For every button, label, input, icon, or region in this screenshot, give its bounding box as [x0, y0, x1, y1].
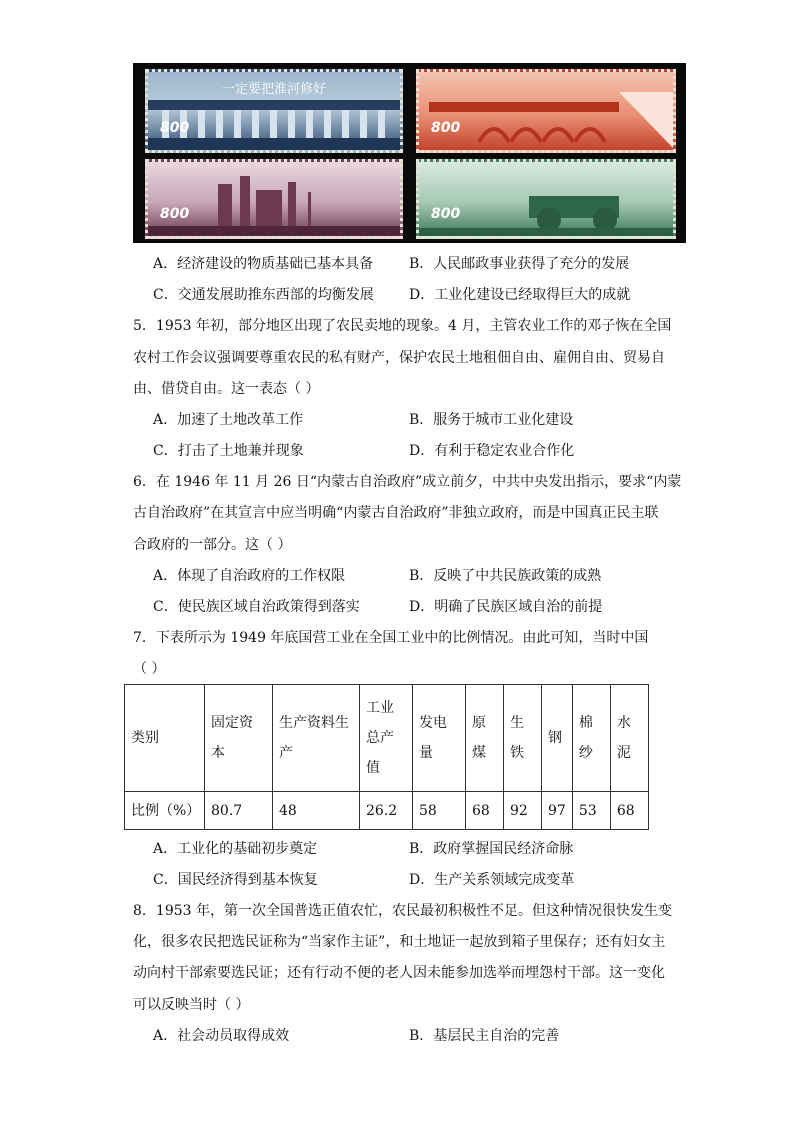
- q7-option-d[interactable]: D．生产关系领域完成变革: [409, 872, 575, 888]
- table-cell: 80.7: [205, 792, 273, 830]
- q5-option-c[interactable]: C．打击了土地兼并现象: [153, 443, 304, 459]
- header-line: 钢: [548, 730, 562, 746]
- q7-option-b[interactable]: B．政府掌握国民经济命脉: [409, 841, 574, 857]
- stamp-value: 800: [431, 120, 461, 136]
- q6-option-a[interactable]: A．体现了自治政府的工作权限: [153, 568, 346, 584]
- q5-stem-line-2: 农村工作会议强调要尊重农民的私有财产，保护农民土地租佃自由、雇佣自由、贸易自: [133, 350, 665, 366]
- stamp-value: 800: [431, 206, 461, 222]
- header-line: 煤: [472, 745, 486, 761]
- q7-stem-line-2: （ ）: [133, 661, 166, 677]
- table-cell: 26.2: [360, 792, 413, 830]
- q8-stem-line-1: 8．1953 年，第一次全国普选正值农忙，农民最初积极性不足。但这种情况很快发生变: [133, 903, 672, 919]
- q6-stem-line-1: 6．在 1946 年 11 月 26 日“内蒙古自治政府”成立前夕，中共中央发出指示，要求“内蒙: [133, 474, 682, 490]
- header-line: 产: [279, 745, 293, 761]
- header-line: 生产资料生: [279, 715, 349, 731]
- q4-option-d[interactable]: D．工业化建设已经取得巨大的成就: [409, 287, 631, 303]
- q7-option-a[interactable]: A．工业化的基础初步奠定: [153, 841, 318, 857]
- table-header-cell: [466, 685, 504, 792]
- table-header-cell: [273, 685, 360, 792]
- table-cell: 58: [413, 792, 466, 830]
- header-line: 值: [366, 760, 380, 776]
- table-header-cell: [205, 685, 273, 792]
- tractor-illustration: [419, 162, 676, 239]
- q5-option-d[interactable]: D．有利于稳定农业合作化: [409, 443, 575, 459]
- q5-option-b[interactable]: B．服务于城市工业化建设: [409, 412, 574, 428]
- stamp-huai-river-dam: [145, 69, 403, 153]
- stamp-value: 800: [160, 206, 190, 222]
- table-header-cell: [542, 685, 573, 792]
- q8-option-b[interactable]: B．基层民主自治的完善: [409, 1028, 560, 1044]
- header-line: 量: [419, 745, 433, 761]
- table-cell: 97: [542, 792, 573, 830]
- table-header-label: 类别: [125, 685, 205, 792]
- table-value-row: [125, 792, 649, 830]
- table-header-cell: [360, 685, 413, 792]
- q4-option-a[interactable]: A．经济建设的物质基础已基本具备: [153, 256, 374, 272]
- q8-option-a[interactable]: A．社会动员取得成效: [153, 1028, 290, 1044]
- stamp-railway-bridge: [416, 69, 676, 153]
- bridge-illustration: [419, 72, 676, 153]
- q5-stem-line-3: 由、借贷自由。这一表态（ ）: [133, 381, 320, 397]
- header-line: 泥: [616, 745, 631, 761]
- header-line: 棉: [578, 715, 593, 731]
- table-header-cell: [572, 685, 610, 792]
- header-line: 原: [472, 715, 486, 731]
- q7-option-c[interactable]: C．国民经济得到基本恢复: [153, 872, 318, 888]
- header-line: 总产: [366, 730, 394, 746]
- q6-option-c[interactable]: C．使民族区域自治政策得到落实: [153, 599, 360, 615]
- industry-ratio-table: [124, 684, 649, 830]
- stamp-caption: 一定要把淮河修好: [221, 82, 326, 97]
- stamps-image: [133, 63, 686, 243]
- header-line: 纱: [578, 745, 593, 761]
- header-line: 生: [510, 715, 524, 731]
- table-cell: 92: [504, 792, 542, 830]
- q6-stem-line-2: 古自治政府”在其宣言中应当明确“内蒙古自治政府”非独立政府，而是中国真正民主联: [133, 505, 659, 521]
- q8-stem-line-3: 动向村干部索要选民证；还有行动不便的老人因未能参加选举而埋怨村干部。这一变化: [133, 965, 665, 981]
- q6-option-b[interactable]: B．反映了中共民族政策的成熟: [409, 568, 602, 584]
- header-line: 水: [616, 715, 631, 731]
- table-cell: 53: [572, 792, 610, 830]
- header-line: 铁: [510, 745, 524, 761]
- q4-option-b[interactable]: B．人民邮政事业获得了充分的发展: [409, 256, 630, 272]
- q6-stem-line-3: 合政府的一部分。这（ ）: [133, 537, 292, 553]
- q8-stem-line-4: 可以反映当时（ ）: [133, 997, 250, 1013]
- stamp-steel-works: [145, 159, 403, 239]
- stamp-tractor: [416, 159, 676, 239]
- header-line: 工业: [366, 700, 394, 716]
- header-line: 本: [211, 745, 225, 761]
- q5-stem-line-1: 5．1953 年初，部分地区出现了农民卖地的现象。4 月，主管农业工作的邓子恢在全国: [133, 318, 672, 334]
- stamp-value: 800: [160, 120, 190, 136]
- header-line: 发电: [419, 715, 447, 731]
- q8-stem-line-2: 化，很多农民把选民证称为“当家作主证”，和土地证一起放到箱子里保存；还有妇女主: [133, 934, 666, 950]
- header-line: 固定资: [211, 715, 253, 731]
- factory-illustration: [148, 162, 403, 239]
- q6-option-d[interactable]: D．明确了民族区域自治的前提: [409, 599, 603, 615]
- table-cell: 48: [273, 792, 360, 830]
- q7-stem-line-1: 7．下表所示为 1949 年底国营工业在全国工业中的比例情况。由此可知，当时中国: [133, 630, 649, 646]
- table-cell: 68: [610, 792, 648, 830]
- table-header-cell: [413, 685, 466, 792]
- table-cell: 68: [466, 792, 504, 830]
- table-header-cell: [610, 685, 648, 792]
- q4-option-c[interactable]: C．交通发展助推东西部的均衡发展: [153, 287, 374, 303]
- q5-option-a[interactable]: A．加速了土地改革工作: [153, 412, 304, 428]
- table-header-cell: [504, 685, 542, 792]
- table-row-label: 比例（%）: [125, 792, 205, 830]
- table-header-row: [125, 685, 649, 792]
